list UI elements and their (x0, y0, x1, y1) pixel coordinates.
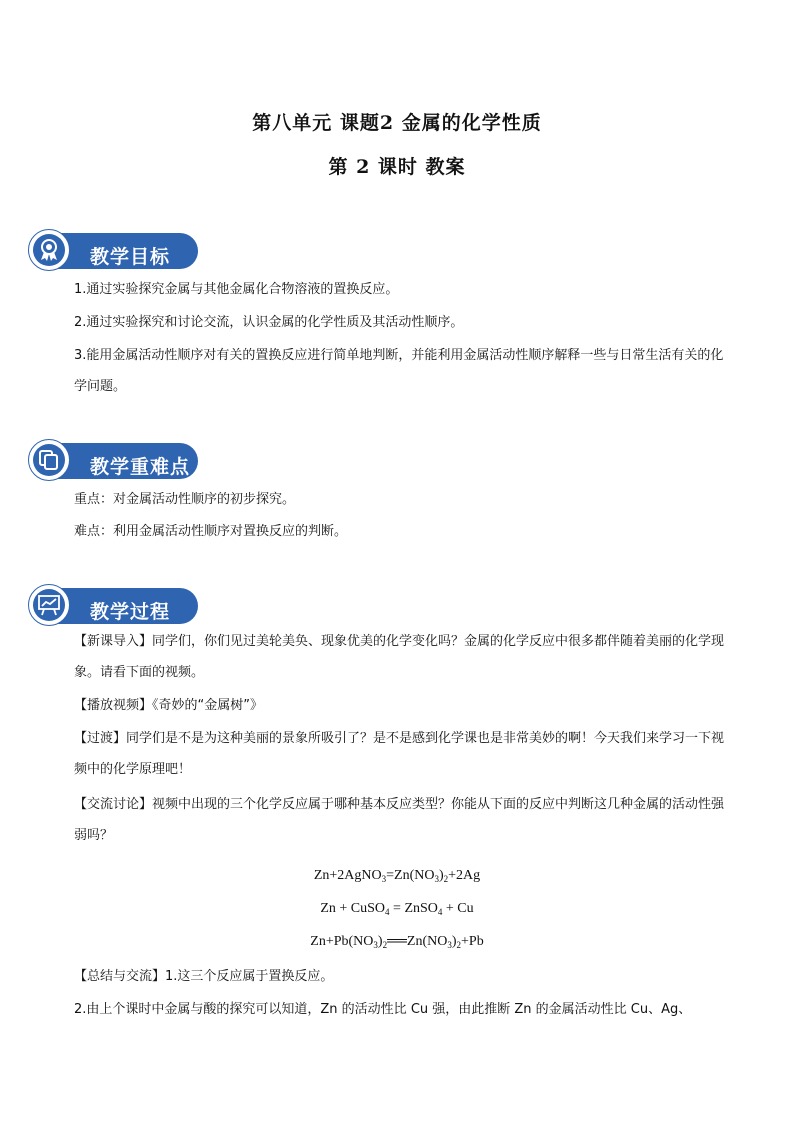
page-subtitle: 第 2 课时 教案 (328, 156, 466, 178)
section-header-goals (28, 229, 188, 273)
equation-2: Zn + CuSO$_4$ = ZnSO$_4$ + Cu (320, 901, 474, 917)
section-heading-process: 教学过程 (90, 601, 171, 623)
section-heading-key-points: 教学重难点 (90, 456, 191, 478)
video-paragraph: 【播放视频】《奇妙的“金属树”》 (74, 698, 263, 713)
section-icon-badge (28, 439, 70, 481)
summary-paragraph: 【总结与交流】1.这三个反应属于置换反应。 (74, 969, 334, 984)
goal-item-3: 3.能用金属活动性顺序对有关的置换反应进行简单地判断，并能利用金属活动性顺序解释一些与日常生活有关的化学问题。 (74, 348, 724, 394)
difficulty-point: 难点：利用金属活动性顺序对置换反应的判断。 (74, 524, 348, 539)
equation-1: $Zn+2AgNO_3=Zn(NO_3)_2+2Ag$ (313, 868, 481, 884)
section-header-process (28, 584, 188, 628)
award-ribbon-icon (38, 238, 60, 262)
goal-item-2: 2.通过实验探究和讨论交流，认识金属的化学性质及其活动性顺序。 (74, 315, 464, 330)
section-icon-badge (28, 229, 70, 271)
point-2-paragraph: 2.由上个课时中金属与酸的探究可以知道，Zn 的活动性比 Cu 强，由此推断 Zn 的金属活动性比 Cu、Ag、 (74, 1002, 692, 1017)
equation-3: $Zn+Pb(NO_3)_2══Zn(NO_3)_2+Pb$ (310, 934, 484, 950)
presentation-chart-icon (37, 594, 61, 616)
key-point-1: 重点：对金属活动性顺序的初步探究。 (74, 492, 296, 507)
discussion-paragraph: 【交流讨论】视频中出现的三个化学反应属于哪种基本反应类型？你能从下面的反应中判断这几种金属的活动性强弱吗？ (74, 797, 725, 843)
section-header-key-points (28, 439, 191, 483)
section-icon-badge (28, 584, 70, 626)
transition-paragraph: 【过渡】同学们是不是为这种美丽的景象所吸引了？是不是感到化学课也是非常美妙的啊！今天我们来学习一下视频中的化学原理吧！ (74, 731, 725, 777)
documents-stack-icon (38, 449, 60, 471)
intro-paragraph: 【新课导入】同学们，你们见过美轮美奂、现象优美的化学变化吗？金属的化学反应中很多都伴随着美丽的化学现象。请看下面的视频。 (74, 634, 725, 680)
section-heading-goals: 教学目标 (90, 246, 171, 268)
goal-item-1: 1.通过实验探究金属与其他金属化合物溶液的置换反应。 (74, 282, 399, 297)
page-title: 第八单元 课题2 金属的化学性质 (252, 112, 542, 134)
